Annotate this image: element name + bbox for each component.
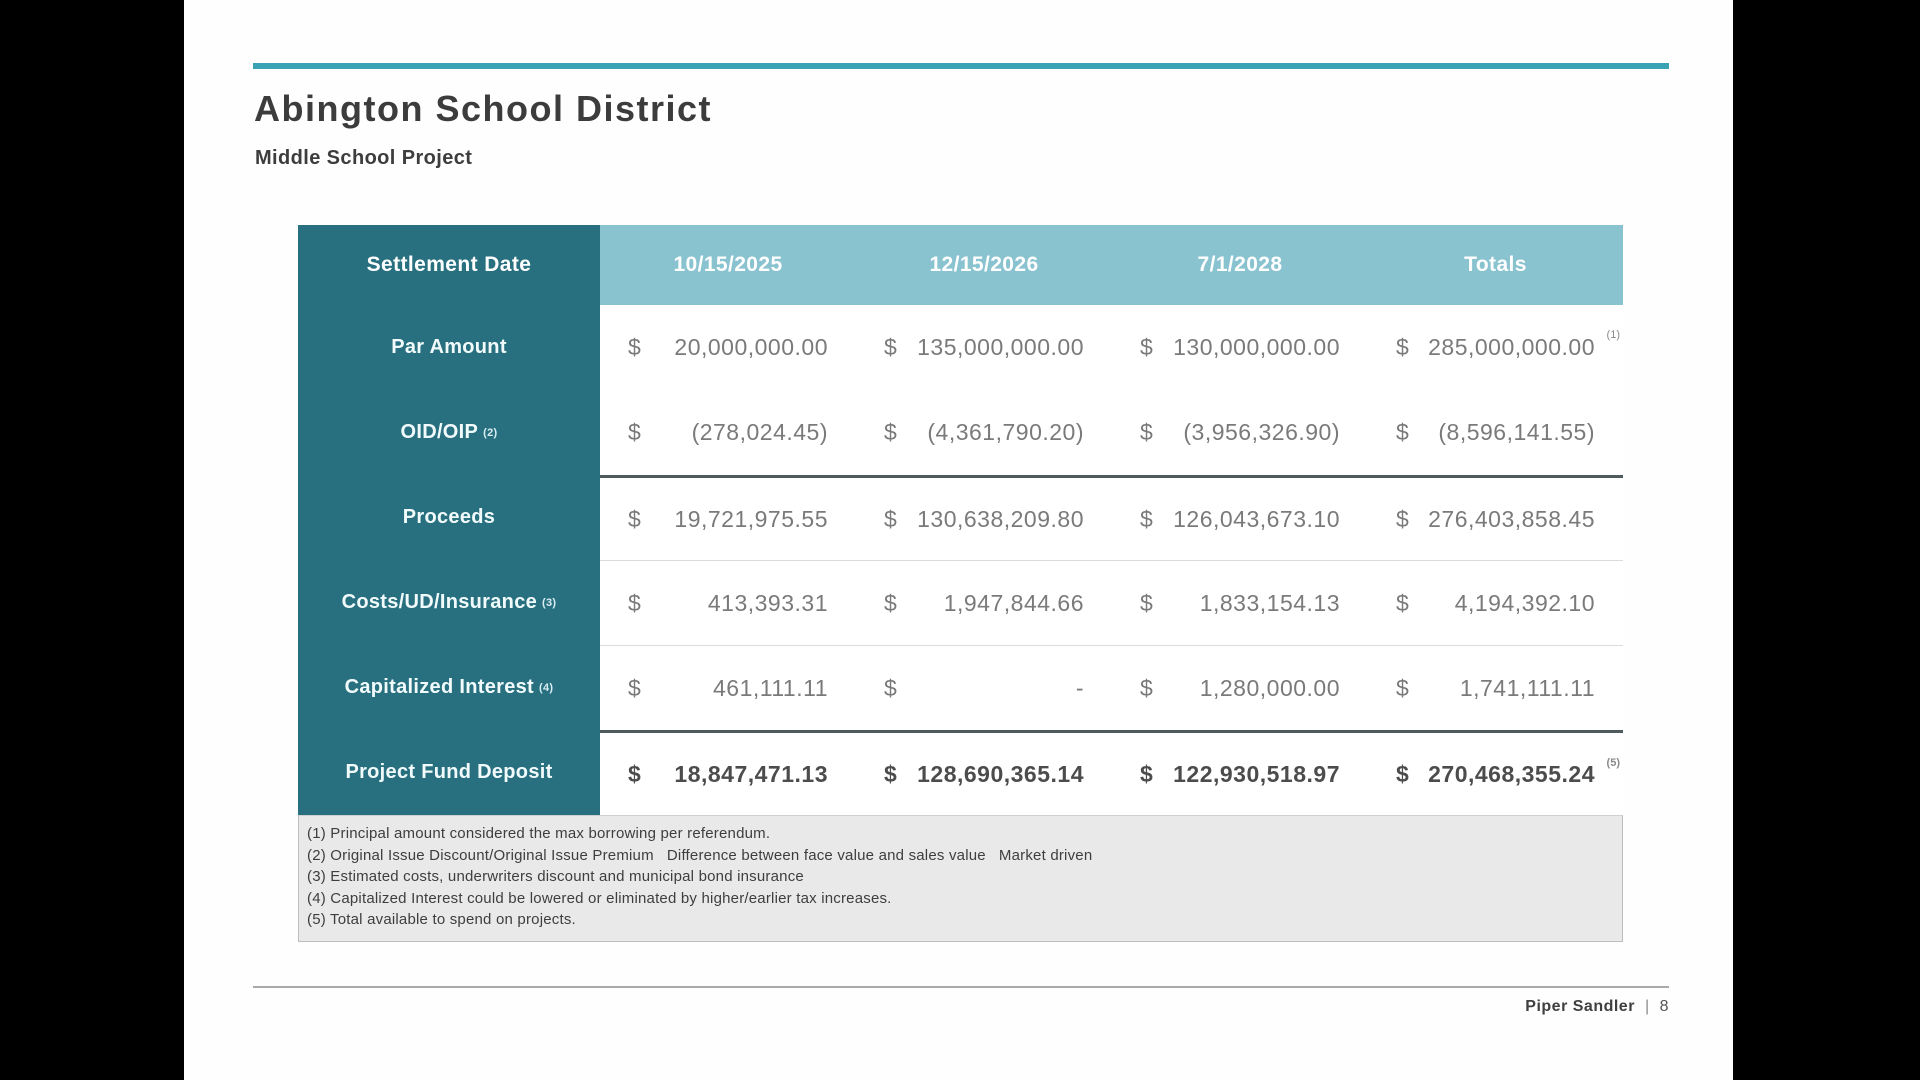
row-label-oid-oip: [298, 390, 600, 475]
left-letterbox: [0, 0, 184, 1080]
amount-value: 20,000,000.00: [674, 334, 828, 360]
page-number: 8: [1659, 998, 1669, 1015]
footnotes-block: [298, 815, 1623, 942]
amount-value: (3,956,326.90): [1183, 419, 1340, 445]
footer-rule: [253, 986, 1669, 988]
footnote-marker: (3): [542, 596, 557, 609]
footer-separator: |: [1644, 998, 1650, 1015]
amount-value: (8,596,141.55): [1438, 419, 1595, 445]
amount-cell: [600, 560, 856, 645]
amount-value: 413,393.31: [707, 589, 828, 616]
amount-value: 285,000,000.00: [1428, 334, 1595, 360]
amount-value: 130,000,000.00: [1173, 334, 1340, 360]
currency-sign: $: [628, 419, 642, 445]
amount-cell: [1368, 390, 1623, 475]
column-header-date-2: 12/15/2026: [856, 225, 1112, 305]
amount-value: (278,024.45): [691, 419, 828, 445]
currency-sign: $: [1396, 760, 1410, 787]
currency-sign: $: [628, 589, 642, 616]
currency-sign: $: [1396, 674, 1410, 701]
currency-sign: $: [1396, 334, 1410, 360]
amount-cell: [856, 730, 1112, 815]
footnote-5: (5) Total available to spend on projects.: [307, 911, 576, 928]
amount-cell: [856, 475, 1112, 560]
currency-sign: $: [1140, 505, 1154, 532]
amount-cell: [600, 645, 856, 730]
currency-sign: $: [1140, 760, 1154, 787]
row-label-text: Costs/UD/Insurance: [341, 591, 538, 613]
footnote-marker: (1): [1606, 329, 1620, 341]
amount-cell: [1368, 645, 1623, 730]
brand-name: Piper Sandler: [1525, 998, 1635, 1015]
amount-value: 1,947,844.66: [943, 589, 1084, 616]
amount-cell: [856, 645, 1112, 730]
amount-value: 19,721,975.55: [674, 505, 828, 532]
amount-value: -: [1075, 674, 1084, 701]
currency-sign: $: [1140, 334, 1154, 360]
settlement-table-grid: [298, 225, 1623, 815]
footnote-2: (2) Original Issue Discount/Original Issue Premium Difference between face value and sales value Market driven: [307, 846, 1093, 864]
currency-sign: $: [628, 334, 642, 360]
amount-cell: [856, 560, 1112, 645]
footnote-marker: (4): [539, 681, 554, 694]
amount-value: 4,194,392.10: [1454, 589, 1595, 616]
amount-cell: [600, 305, 856, 390]
amount-cell: [600, 475, 856, 560]
amount-cell: [1112, 730, 1368, 815]
amount-value: 126,043,673.10: [1173, 505, 1340, 532]
currency-sign: $: [628, 674, 642, 701]
amount-value: (4,361,790.20): [927, 419, 1084, 445]
footnote-3: (3) Estimated costs, underwriters discount and municipal bond insurance: [307, 868, 804, 885]
settlement-table: [298, 225, 1623, 942]
amount-value: 1,280,000.00: [1199, 674, 1340, 701]
amount-value: 135,000,000.00: [917, 334, 1084, 360]
row-label-project-fund-deposit: [298, 730, 600, 815]
amount-cell: [856, 390, 1112, 475]
currency-sign: $: [884, 505, 898, 532]
accent-rule: [253, 63, 1669, 69]
row-label-text: Capitalized Interest: [344, 676, 535, 698]
footnote-marker: (5): [1606, 757, 1620, 769]
amount-value: 1,833,154.13: [1199, 589, 1340, 616]
amount-value: 1,741,111.11: [1459, 674, 1595, 701]
amount-cell: [1112, 390, 1368, 475]
column-header-date-3: 7/1/2028: [1112, 225, 1368, 305]
page-subtitle: Middle School Project: [255, 147, 473, 169]
row-label-text: Par Amount: [391, 336, 507, 358]
page-title: Abington School District: [254, 88, 712, 129]
amount-value: 461,111.11: [713, 674, 828, 701]
currency-sign: $: [884, 589, 898, 616]
row-label-capitalized-interest: [298, 645, 600, 730]
amount-cell: [600, 390, 856, 475]
amount-cell: [1368, 560, 1623, 645]
currency-sign: $: [1396, 505, 1410, 532]
currency-sign: $: [1396, 589, 1410, 616]
amount-cell: [1368, 730, 1623, 815]
row-label-text: OID/OIP: [400, 421, 479, 443]
amount-cell: [856, 305, 1112, 390]
currency-sign: $: [628, 505, 642, 532]
amount-cell: [1112, 645, 1368, 730]
slide-footer: [253, 998, 1669, 1016]
row-label-proceeds: [298, 475, 600, 560]
row-label-text: Project Fund Deposit: [345, 761, 553, 783]
amount-value: 276,403,858.45: [1428, 505, 1595, 532]
amount-cell: [1112, 475, 1368, 560]
amount-value: 270,468,355.24: [1428, 760, 1595, 787]
table-header-settlement-date: Settlement Date: [298, 225, 600, 305]
amount-value: 128,690,365.14: [917, 760, 1084, 787]
row-label-par-amount: [298, 305, 600, 390]
currency-sign: $: [884, 760, 898, 787]
footnote-marker: (2): [483, 426, 498, 439]
column-header-date-1: 10/15/2025: [600, 225, 856, 305]
currency-sign: $: [884, 334, 898, 360]
currency-sign: $: [628, 760, 642, 787]
column-header-totals: Totals: [1368, 225, 1623, 305]
currency-sign: $: [1140, 589, 1154, 616]
row-label-text: Proceeds: [402, 506, 496, 528]
amount-cell: [600, 730, 856, 815]
currency-sign: $: [1396, 419, 1410, 445]
currency-sign: $: [884, 674, 898, 701]
amount-cell: [1368, 305, 1623, 390]
slide: [184, 0, 1733, 1080]
amount-cell: [1368, 475, 1623, 560]
amount-value: 122,930,518.97: [1173, 760, 1340, 787]
amount-cell: [1112, 305, 1368, 390]
currency-sign: $: [1140, 674, 1154, 701]
amount-cell: [1112, 560, 1368, 645]
footnote-1: (1) Principal amount considered the max borrowing per referendum.: [307, 825, 771, 842]
row-label-costs: [298, 560, 600, 645]
footnote-4: (4) Capitalized Interest could be lowered or eliminated by higher/earlier tax increases.: [307, 889, 892, 907]
amount-value: 18,847,471.13: [674, 760, 828, 787]
currency-sign: $: [1140, 419, 1154, 445]
right-letterbox: [1733, 0, 1920, 1080]
currency-sign: $: [884, 419, 898, 445]
amount-value: 130,638,209.80: [917, 505, 1084, 532]
